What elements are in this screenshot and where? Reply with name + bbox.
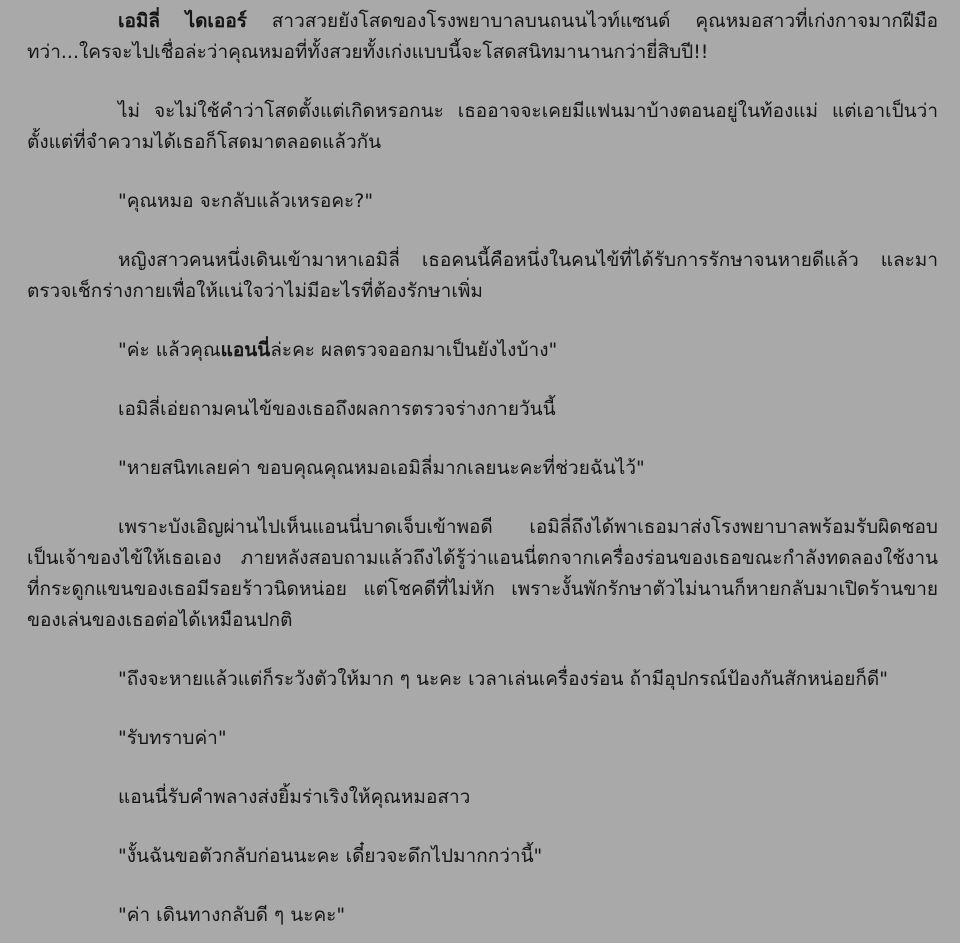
- paragraph-intro-text: สาวสวยยังโสดของโรงพยาบาลบนถนนไวท์แซนด์ คุณหมอสาวที่เก่งกาจมากฝีมือ ทว่า...ใครจะไปเชื่อล่ะว่าคุณหมอที่ทั้งสวยทั้งเก่งแบบนี้จะโสดสนิทมานานกว่ายี่สิบปี!!: [27, 10, 938, 63]
- dialogue-leaving: "งั้นฉันขอตัวกลับก่อนนะคะ เดี๋ยวจะดึกไปมากกว่านี้": [118, 845, 543, 867]
- paragraph-single-status: ไม่ จะไม่ใช้คำว่าโสดตั้งแต่เกิดหรอกนะ เธออาจจะเคยมีแฟนมาบ้างตอนอยู่ในท้องแม่ แต่เอาเป็นว่าตั้งแต่ที่จำความได้เธอก็โสดมาตลอดแล้วกัน: [27, 100, 938, 153]
- dialogue-fully-healed: "หายสนิทเลยค่า ขอบคุณคุณหมอเอมิลี่มากเลยนะคะที่ช่วยฉันไว้": [118, 457, 645, 479]
- dialogue-ask-results-before: "ค่ะ แล้วคุณ: [118, 339, 221, 361]
- dialogue-understood: "รับทราบค่า": [118, 727, 227, 749]
- character-name-emily: เอมิลี่ ไดเออร์: [118, 10, 247, 32]
- dialogue-safe-trip: "ค่า เดินทางกลับดี ๆ นะคะ": [118, 904, 346, 926]
- paragraph-annie-smiles: แอนนี่รับคำพลางส่งยิ้มร่าเริงให้คุณหมอสาว: [118, 786, 471, 808]
- paragraph-backstory: เพราะบังเอิญผ่านไปเห็นแอนนี่บาดเจ็บเข้าพอดี เอมิลี่ถึงได้พาเธอมาส่งโรงพยาบาลพร้อมรับผิดชอบเป็นเจ้าของไข้ให้เธอเอง ภายหลังสอบถามแล้วถึงได้รู้ว่าแอนนี่ตกจากเครื่องร่อนของเธอขณะกำลังทดลองใช้งาน ที่กระดูกแขนของเธอมีรอยร้าวนิดหน่อย แต่โชคดีที่ไม่หัก เพราะงั้นพักรักษาตัวไม่นานก็หายกลับมาเปิดร้านขายของเล่นของเธอต่อได้เหมือนปกติ: [27, 516, 938, 631]
- paragraph-intro: [27, 6, 938, 68]
- dialogue-be-careful: "ถึงจะหายแล้วแต่ก็ระวังตัวให้มาก ๆ นะคะ เวลาเล่นเครื่องร่อน ถ้ามีอุปกรณ์ป้องกันสักหน่อยก็ดี": [118, 668, 888, 690]
- paragraph-emily-asks: เอมิลี่เอ่ยถามคนไข้ของเธอถึงผลการตรวจร่างกายวันนี้: [118, 398, 556, 420]
- dialogue-ask-results: [27, 335, 938, 366]
- dialogue-ask-results-after: ล่ะคะ ผลตรวจออกมาเป็นยังไงบ้าง": [270, 339, 558, 361]
- dialogue-going-home: "คุณหมอ จะกลับแล้วเหรอคะ?": [118, 190, 374, 212]
- paragraph-patient-arrives: หญิงสาวคนหนึ่งเดินเข้ามาหาเอมิลี่ เธอคนนี้คือหนึ่งในคนไข้ที่ได้รับการรักษาจนหายดีแล้ว และมาตรวจเช็กร่างกายเพื่อให้แน่ใจว่าไม่มีอะไรที่ต้องรักษาเพิ่ม: [27, 249, 938, 302]
- character-name-annie: แอนนี่: [220, 339, 271, 361]
